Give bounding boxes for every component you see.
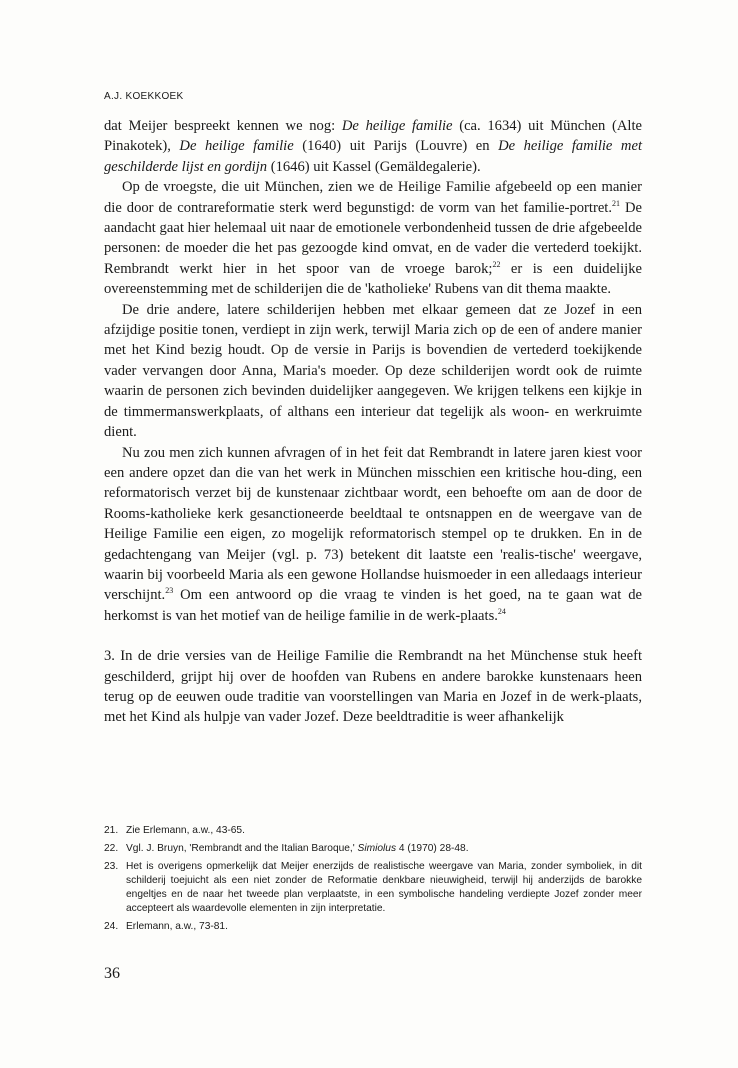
footnote xyxy=(104,824,642,838)
footnote-text: Het is overigens opmerkelijk dat Meijer enerzijds de realistische weergave van Maria, zonder symboliek, in dit schilderij toejuicht als een niet zonder de Reformatie denkbare nieuwigheid, terwijl hij anderzijds de barokke engeltjes en de naar het tweede plan verplaatste, in een symbolische handeling verdiepte Jozef zonder meer accepteert als waardevolle elementen in zijn interpretatie. xyxy=(126,861,642,914)
footnote-text xyxy=(126,842,642,856)
paragraph-3 xyxy=(104,300,642,443)
footnote-ref[interactable]: 24 xyxy=(497,606,506,616)
body-text xyxy=(104,116,642,728)
footnote-ref[interactable]: 23 xyxy=(165,586,174,596)
page-number: 36 xyxy=(104,965,120,982)
footnote-number: 21. xyxy=(104,825,119,836)
artwork-title: De heilige familie xyxy=(179,138,294,155)
text-run: (ca. 1634) uit München (Alte Pinakotek), xyxy=(104,118,642,155)
paragraph-4 xyxy=(104,443,642,627)
text-run: 4 (1970) 28-48. xyxy=(396,843,469,854)
footnote-ref[interactable]: 22 xyxy=(492,259,501,269)
text-run: 3. In de drie versies van de Heilige Familie die Rembrandt na het Münchense stuk heeft geschilderd, grijpt hij over de hoofden van Rubens en andere barokke kunstenaars heen terug op de eeuwen oude traditie van voorstellingen van Maria en Jozef in de werk-plaats, met het Kind als hulpje van vader Jozef. Deze beeldtraditie is weer afhankelijk xyxy=(104,648,642,726)
footnote-number: 22. xyxy=(104,843,119,854)
text-run: (1646) uit Kassel (Gemäldegalerie). xyxy=(267,158,481,175)
text-run: Op de vroegste, die uit München, zien we de Heilige Familie afgebeeld op een manier die door de contrareformatie sterk werd begunstigd: de vorm van het familie-portret. xyxy=(104,179,642,216)
footnote-text: Erlemann, a.w., 73-81. xyxy=(126,921,228,932)
footnote xyxy=(104,842,642,856)
text-run: De drie andere, latere schilderijen hebben met elkaar gemeen dat ze Jozef in een afzijdige positie tonen, verdiept in zijn werk, terwijl Maria zich op de een of andere manier met het Kind bezig houdt. Op de versie in Parijs is bovendien de vertederd toekijkende vader vervangen door Anna, Maria's moeder. Op deze schilderijen wordt ook de ruimte waarin de personen zich bevinden duidelijker aangegeven. We krijgen telkens een kijkje in de timmermanswerkplaats, of althans een interieur dat tegelijk als woon- en werkruimte dient. xyxy=(104,301,642,441)
text-run: dat Meijer bespreekt kennen we nog: xyxy=(104,118,342,134)
text-run: Om een antwoord op die vraag te vinden is het goed, na te gaan wat de herkomst is van het motief van de heilige familie in de werk-plaats. xyxy=(104,587,642,624)
footnote-ref[interactable]: 21 xyxy=(612,198,621,208)
journal-title: Simiolus xyxy=(357,843,397,854)
footnote-number: 24. xyxy=(104,921,119,932)
artwork-title: De heilige familie met geschilderde lijst en gordijn xyxy=(104,138,643,175)
text-run: er is een duidelijke overeenstemming met de schilderijen die de 'katholieke' Rubens van dit thema maakte. xyxy=(104,260,642,298)
text-run: De aandacht gaat hier helemaal uit naar de emotionele verbondenheid tussen de drie afgebeelde personen: de moeder die het pas gezoogde kind omvat, en de vader die vertederd toekijkt. Rembrandt werkt hier in het spoor van de vroege barok; xyxy=(104,199,642,277)
paragraph-5 xyxy=(104,646,642,728)
footnote xyxy=(104,920,642,934)
text-run: Vgl. J. Bruyn, 'Rembrandt and the Italian Baroque,' xyxy=(126,843,358,854)
footnote-number: 23. xyxy=(104,861,119,872)
footnote-text: Zie Erlemann, a.w., 43-65. xyxy=(126,825,245,836)
running-head: A.J. KOEKKOEK xyxy=(104,91,184,102)
paragraph-1 xyxy=(104,116,642,177)
paragraph-2 xyxy=(104,177,642,299)
footnotes xyxy=(104,824,642,938)
footnote xyxy=(104,860,642,916)
text-run: (1640) uit Parijs (Louvre) en xyxy=(293,138,499,155)
text-run: Nu zou men zich kunnen afvragen of in het feit dat Rembrandt in latere jaren kiest voor een andere opzet dan die van het werk in München misschien een kritische hou-ding, een reformatorisch verzet bij de kunstenaar zichtbaar wordt, een behoefte om aan de door de Rooms-katholieke kerk gesanctioneerde beeldtaal te ontsnappen en de weergave van de Heilige Familie een eigen, zo mogelijk reformatorisch stempel op te drukken. En in de gedachtengang van Meijer (vgl. p. 73) betekent dit laatste een 'realis-tische' weergave, waarin bij voorbeeld Maria als een gewone Hollandse huismoeder in een alledaags interieur verschijnt. xyxy=(104,444,642,604)
artwork-title: De heilige familie xyxy=(341,118,453,134)
